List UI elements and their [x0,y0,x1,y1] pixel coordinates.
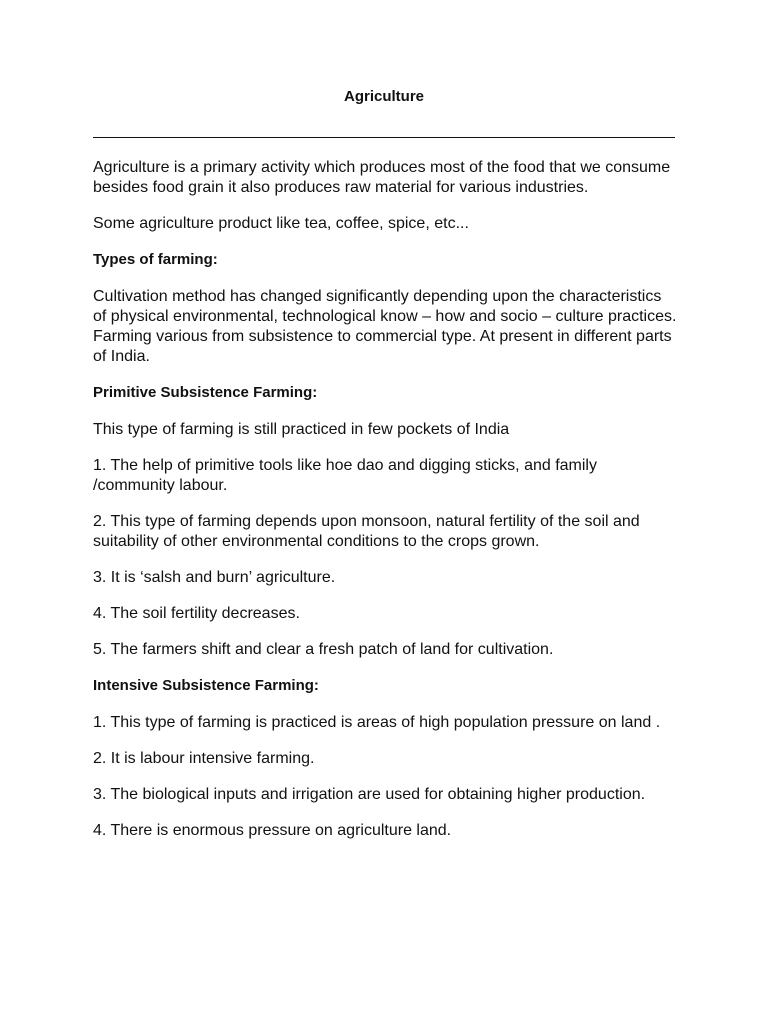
heading-primitive-subsistence: Primitive Subsistence Farming: [93,384,318,401]
list-item-primitive-3: 3. It is ‘salsh and burn’ agriculture. [93,569,336,586]
list-item-primitive-5: 5. The farmers shift and clear a fresh patch of land for cultivation. [93,641,554,658]
list-item-primitive-4: 4. The soil fertility decreases. [93,605,300,622]
paragraph-primitive-intro: This type of farming is still practiced in few pockets of India [93,421,510,438]
list-item-primitive-2: 2. This type of farming depends upon monsoon, natural fertility of the soil and suitability of other environmental conditions to the crops grown. [93,513,640,550]
list-item-intensive-4: 4. There is enormous pressure on agriculture land. [93,822,452,839]
document-title: Agriculture [343,88,424,105]
heading-types-of-farming: Types of farming: [93,251,218,268]
heading-intensive-subsistence: Intensive Subsistence Farming: [93,677,319,694]
document-page [93,86,683,857]
paragraph-products: Some agriculture product like tea, coffee, spice, etc... [93,215,469,232]
list-item-primitive-1: 1. The help of primitive tools like hoe dao and digging sticks, and family /community labour. [93,457,597,494]
paragraph-intro: Agriculture is a primary activity which produces most of the food that we consume besides food grain it also produces raw material for various industries. [93,159,671,196]
paragraph-cultivation-method: Cultivation method has changed significantly depending upon the characteristics of physical environmental, technological know – how and socio – culture practices. Farming various from subsistence to commercial type. At present in different parts of India. [93,288,677,365]
list-item-intensive-2: 2. It is labour intensive farming. [93,750,315,767]
list-item-intensive-3: 3. The biological inputs and irrigation are used for obtaining higher production. [93,786,646,803]
list-item-intensive-1: 1. This type of farming is practiced is areas of high population pressure on land . [93,714,661,731]
title-divider [93,137,675,138]
